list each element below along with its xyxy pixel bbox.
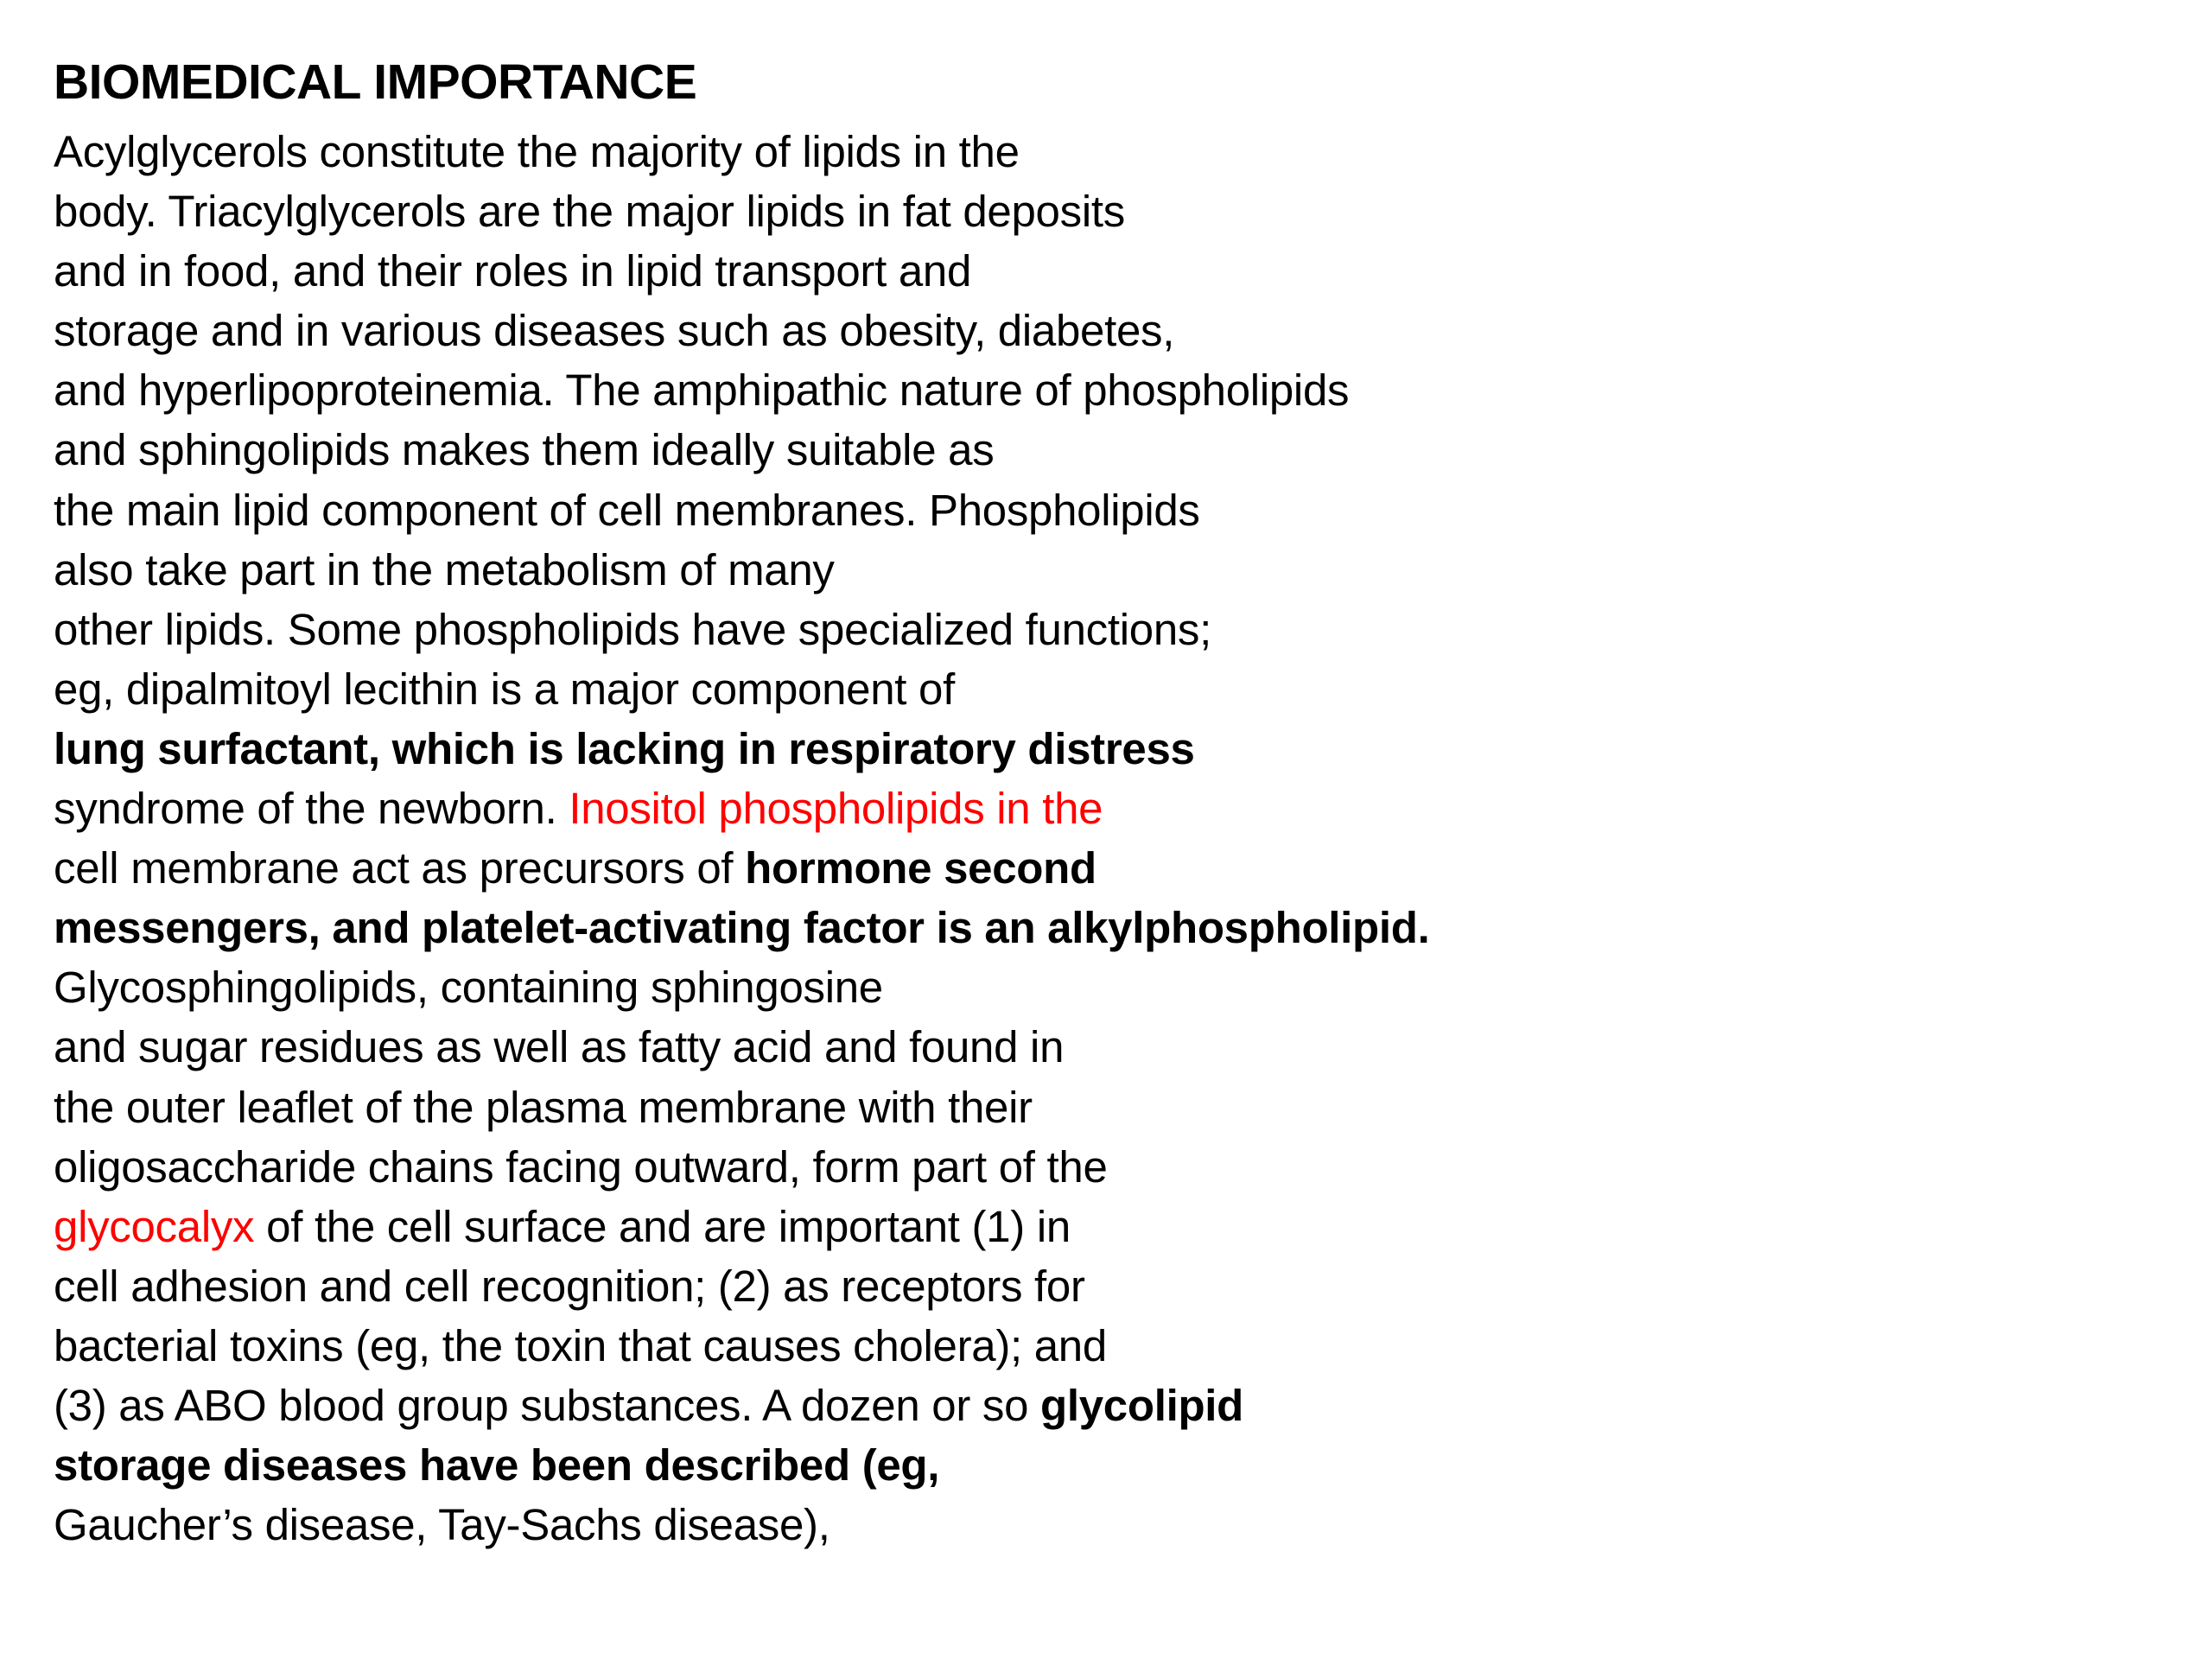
text-segment: of the cell surface and are important (1) in — [254, 1201, 1071, 1251]
text-line-16: and sugar residues as well as fatty acid and found in — [54, 1022, 1065, 1072]
text-line-13 — [54, 838, 2127, 898]
paragraph — [54, 122, 2127, 1554]
text-line-11-bold: lung surfactant, which is lacking in respiratory distress — [54, 723, 1195, 773]
text-line-14-bold: messengers, and platelet-activating factor is an alkylphospholipid. — [54, 903, 1430, 953]
text-line-4: storage and in various diseases such as obesity, diabetes, — [54, 306, 1175, 356]
highlighted-text: Inositol phospholipids in the — [569, 784, 1103, 834]
slide-content — [54, 48, 2127, 1554]
text-line-22 — [54, 1376, 2127, 1435]
text-segment: (3) as ABO blood group substances. A dozen or so — [54, 1380, 1041, 1430]
text-line-7: the main lipid component of cell membranes. Phospholipids — [54, 485, 1200, 535]
text-line-18: oligosaccharide chains facing outward, form part of the — [54, 1141, 1108, 1192]
text-line-24: Gaucher’s disease, Tay-Sachs disease), — [54, 1500, 830, 1550]
text-line-10: eg, dipalmitoyl lecithin is a major component of — [54, 664, 955, 714]
text-line-5: and hyperlipoproteinemia. The amphipathic nature of phospholipids — [54, 365, 1350, 416]
text-line-21: bacterial toxins (eg, the toxin that causes cholera); and — [54, 1320, 1107, 1370]
text-line-1: Acylglycerols constitute the majority of lipids in the — [54, 127, 1020, 176]
text-line-3: and in food, and their roles in lipid transport and — [54, 246, 972, 296]
text-line-20: cell adhesion and cell recognition; (2) as receptors for — [54, 1261, 1085, 1311]
bold-text: hormone second — [745, 843, 1096, 893]
bold-text: glycolipid — [1040, 1380, 1244, 1430]
text-line-15: Glycosphingolipids, containing sphingosine — [54, 963, 883, 1013]
text-line-17: the outer leaflet of the plasma membrane with their — [54, 1082, 1033, 1132]
text-line-6: and sphingolipids makes them ideally suitable as — [54, 425, 995, 475]
text-line-12 — [54, 779, 2127, 838]
highlighted-text: glycocalyx — [54, 1201, 255, 1251]
heading: BIOMEDICAL IMPORTANCE — [54, 54, 697, 110]
text-line-9: other lipids. Some phospholipids have specialized functions; — [54, 604, 1211, 654]
text-line-23-bold: storage diseases have been described (eg, — [54, 1440, 940, 1491]
text-segment: cell membrane act as precursors of — [54, 843, 746, 893]
text-line-2: body. Triacylglycerols are the major lipids in fat deposits — [54, 187, 1125, 237]
text-line-19 — [54, 1197, 2127, 1256]
text-line-8: also take part in the metabolism of many — [54, 544, 835, 594]
text-segment: syndrome of the newborn. — [54, 784, 569, 834]
